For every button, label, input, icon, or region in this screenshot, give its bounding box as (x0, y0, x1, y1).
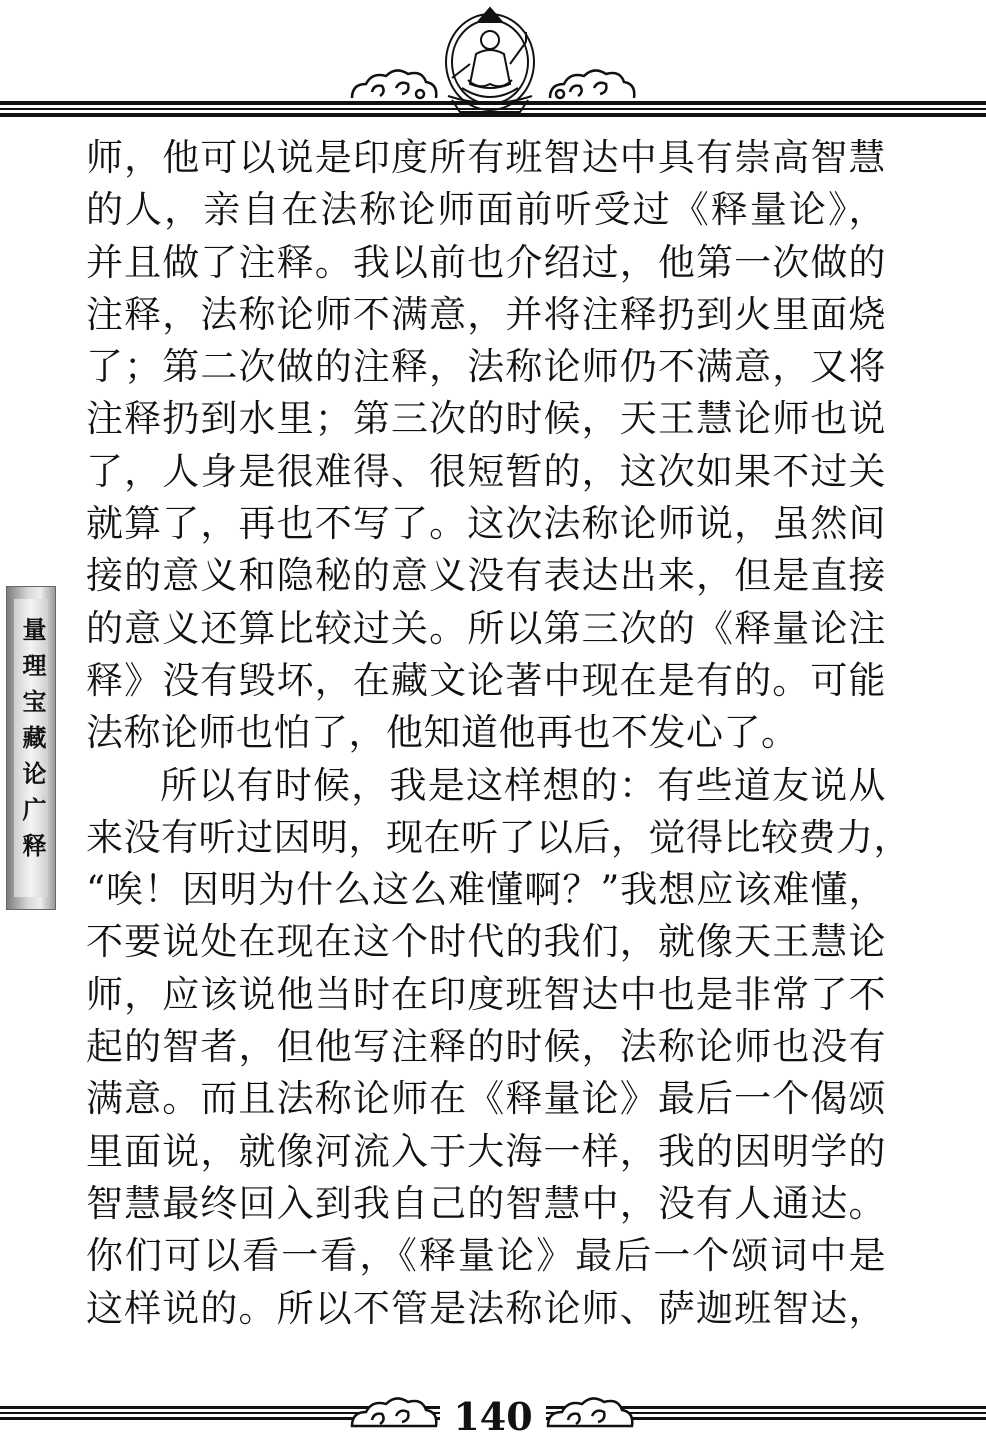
side-tab (6, 586, 56, 910)
text-line: “唉！因明为什么这么难懂啊？”我想应该难懂， (86, 868, 886, 912)
text-line: 师，应该说他当时在印度班智达中也是非常了不 (86, 972, 886, 1016)
text-line: 注释扔到水里；第三次的时候，天王慧论师也说 (86, 397, 886, 441)
footer-cloud-left-icon (352, 1398, 436, 1426)
text-line: 注释，法称论师不满意，并将注释扔到火里面烧 (86, 292, 886, 336)
cloud-ornament-right-icon (550, 70, 634, 98)
text-line: 释》没有毁坏，在藏文论著中现在是有的。可能 (86, 658, 886, 702)
text-line: 接的意义和隐秘的意义没有表达出来，但是直接 (86, 554, 886, 598)
footer (0, 1380, 986, 1443)
text-line: 这样说的。所以不管是法称论师、萨迦班智达， (86, 1286, 886, 1330)
text-line: 的人，亲自在法称论师面前听受过《释量论》， (86, 188, 886, 232)
cloud-ornament-left-icon (352, 70, 436, 98)
text-line: 来没有听过因明，现在听了以后，觉得比较费力， (86, 815, 911, 859)
text-line: 里面说，就像河流入于大海一样，我的因明学的 (86, 1129, 886, 1173)
body-text (86, 132, 911, 1335)
header-ornament (0, 0, 986, 130)
book-title-vertical: 量理宝藏论广释 (18, 617, 47, 869)
text-line: 师，他可以说是印度所有班智达中具有崇高智慧 (86, 136, 886, 179)
text-line: 你们可以看一看，《释量论》最后一个颂词中是 (86, 1234, 886, 1278)
paragraph-start-line: 所以有时候，我是这样想的：有些道友说从 (160, 763, 886, 807)
text-line: 了，人身是很难得、很短暂的，这次如果不过关 (86, 449, 886, 493)
text-line: 不要说处在现在这个时代的我们，就像天王慧论 (86, 920, 886, 964)
footer-cloud-right-icon (548, 1398, 632, 1426)
deity-figure-icon (446, 8, 534, 112)
text-line: 了；第二次做的注释，法称论师仍不满意，又将 (86, 345, 886, 389)
text-line: 智慧最终回入到我自己的智慧中，没有人通达。 (86, 1181, 886, 1225)
text-line: 并且做了注释。我以前也介绍过，他第一次做的 (86, 240, 886, 284)
header-rules-and-clouds (0, 0, 986, 130)
text-line: 的意义还算比较过关。所以第三次的《释量论注 (86, 606, 886, 650)
text-line: 就算了，再也不写了。这次法称论师说，虽然间 (86, 502, 886, 546)
page-number: 140 (453, 1394, 533, 1439)
text-line: 满意。而且法称论师在《释量论》最后一个偈颂 (86, 1077, 886, 1121)
text-line: 起的智者，但他写注释的时候，法称论师也没有 (86, 1025, 886, 1069)
text-line: 法称论师也怕了，他知道他再也不发心了。 (86, 711, 799, 755)
